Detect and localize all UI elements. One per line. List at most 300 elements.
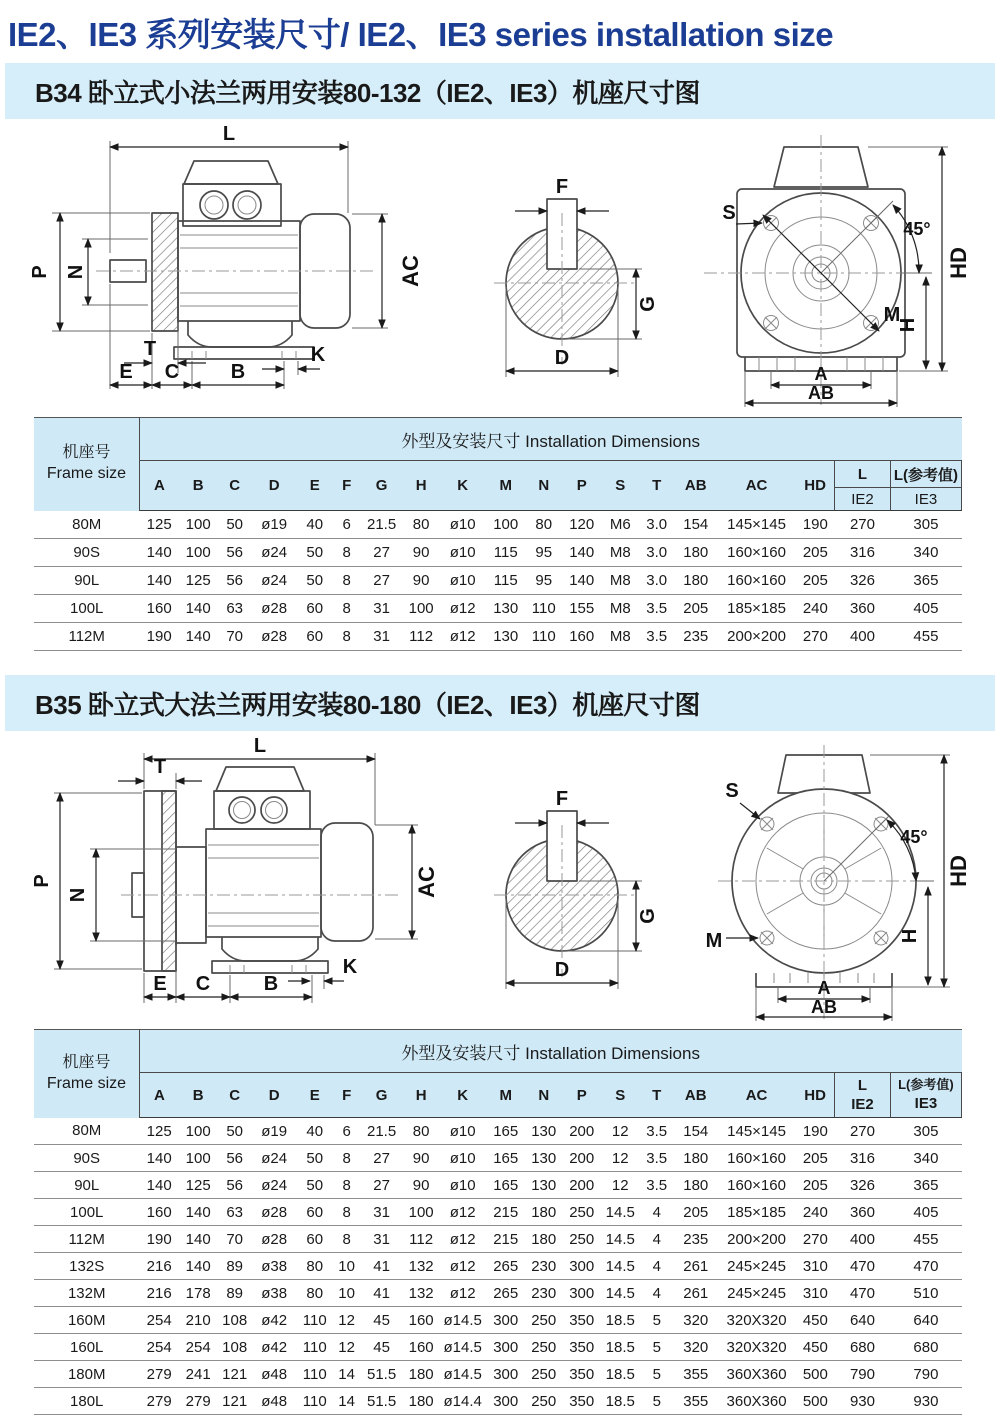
- table-row: [34, 567, 962, 595]
- dimension-value-cell: 300: [486, 1361, 526, 1388]
- dimension-value-cell: 130: [486, 595, 526, 623]
- dimension-value-cell: 154: [674, 511, 717, 539]
- dimension-value-cell: ø10: [439, 1172, 486, 1199]
- dimension-value-cell: 80: [403, 1118, 439, 1145]
- dimension-value-cell: 5: [639, 1361, 674, 1388]
- table-row: [34, 511, 962, 539]
- dimension-value-cell: 355: [674, 1361, 717, 1388]
- dimension-value-cell: 100: [179, 511, 218, 539]
- dimension-value-cell: 365: [890, 567, 961, 595]
- dimension-value-cell: 18.5: [602, 1388, 640, 1415]
- column-header-ie2: IE2: [835, 488, 891, 511]
- dimension-value-cell: 51.5: [360, 1361, 403, 1388]
- dim-label-f: F: [555, 176, 569, 198]
- dimension-value-cell: 216: [139, 1253, 179, 1280]
- dimension-value-cell: 50: [296, 1172, 332, 1199]
- dimension-lines: [60, 147, 382, 385]
- dimension-value-cell: 8: [333, 567, 360, 595]
- dimension-value-cell: 27: [360, 567, 403, 595]
- column-header-ab: AB: [674, 461, 717, 511]
- dimension-value-cell: 500: [796, 1388, 835, 1415]
- dimension-value-cell: 300: [486, 1388, 526, 1415]
- dimension-value-cell: 160×160: [717, 1145, 796, 1172]
- dimension-value-cell: 125: [139, 511, 179, 539]
- dimension-value-cell: ø14.5: [439, 1334, 486, 1361]
- dimension-value-cell: 680: [890, 1334, 961, 1361]
- dimension-value-cell: 140: [562, 539, 602, 567]
- dimension-value-cell: ø28: [252, 623, 297, 651]
- dim-label-p: P: [29, 265, 51, 279]
- dim-label-s: S: [722, 202, 736, 224]
- dimension-value-cell: 50: [296, 539, 332, 567]
- dimension-value-cell: 60: [296, 595, 332, 623]
- column-header-n: N: [526, 461, 562, 511]
- table-row: [34, 1199, 962, 1226]
- dimension-value-cell: 205: [674, 595, 717, 623]
- dim-label-g: G: [637, 296, 659, 312]
- column-header-ab: AB: [674, 1073, 717, 1118]
- dimension-value-cell: 250: [526, 1388, 562, 1415]
- dimension-value-cell: 270: [796, 623, 835, 651]
- dimension-value-cell: 455: [890, 623, 961, 651]
- column-header-c: C: [217, 1073, 251, 1118]
- column-header-e: E: [296, 1073, 332, 1118]
- dimension-value-cell: 305: [890, 511, 961, 539]
- motor-detail-lines: [208, 802, 319, 974]
- table-row: [34, 623, 962, 651]
- dimension-value-cell: 180: [403, 1388, 439, 1415]
- dimension-value-cell: 270: [835, 1118, 891, 1145]
- column-header-t: T: [639, 1073, 674, 1118]
- dimension-value-cell: 110: [296, 1307, 332, 1334]
- dimension-value-cell: 8: [333, 1199, 360, 1226]
- column-header-hd: HD: [796, 1073, 835, 1118]
- frame-size-cell: 100L: [34, 1199, 139, 1226]
- dimension-value-cell: 140: [179, 1226, 218, 1253]
- dimension-value-cell: 320: [674, 1334, 717, 1361]
- column-header-b: B: [179, 461, 218, 511]
- dimension-value-cell: 56: [217, 539, 251, 567]
- dimension-value-cell: M6: [602, 511, 640, 539]
- dimension-value-cell: ø38: [252, 1280, 297, 1307]
- dimension-value-cell: ø42: [252, 1334, 297, 1361]
- dimension-value-cell: 265: [486, 1280, 526, 1307]
- frame-size-header: [34, 1030, 139, 1118]
- dimension-value-cell: 250: [562, 1199, 602, 1226]
- column-header-l-ref: L(参考值): [890, 461, 961, 488]
- frame-size-header: [34, 418, 139, 511]
- dimension-value-cell: 160: [562, 623, 602, 651]
- dimension-value-cell: 95: [526, 539, 562, 567]
- frame-size-cell: 112M: [34, 1226, 139, 1253]
- dim-label-e: E: [119, 361, 133, 383]
- dimension-value-cell: 250: [526, 1361, 562, 1388]
- dim-label-t: T: [153, 756, 167, 778]
- dimension-value-cell: 154: [674, 1118, 717, 1145]
- dim-label-ac: AC: [414, 866, 439, 898]
- table-row: [34, 1145, 962, 1172]
- dimension-value-cell: 12: [602, 1118, 640, 1145]
- column-header-l-ie3: L(参考值) IE3: [890, 1073, 961, 1118]
- dimension-value-cell: 405: [890, 1199, 961, 1226]
- dimension-value-cell: 21.5: [360, 511, 403, 539]
- dimension-value-cell: ø24: [252, 1172, 297, 1199]
- dimension-value-cell: 254: [179, 1334, 218, 1361]
- dimension-value-cell: 125: [179, 1172, 218, 1199]
- dimension-value-cell: 200: [562, 1145, 602, 1172]
- dimension-value-cell: 10: [333, 1280, 360, 1307]
- dimension-value-cell: 310: [796, 1280, 835, 1307]
- dimension-value-cell: 31: [360, 1226, 403, 1253]
- dimension-value-cell: 279: [139, 1361, 179, 1388]
- dimension-value-cell: 190: [796, 1118, 835, 1145]
- column-header-p: P: [562, 1073, 602, 1118]
- dimension-value-cell: 261: [674, 1280, 717, 1307]
- section-b35-bar: [5, 675, 995, 731]
- dimension-value-cell: 165: [486, 1145, 526, 1172]
- b34-shaft-section-drawing: [470, 121, 670, 413]
- column-header-m: M: [486, 461, 526, 511]
- dimension-value-cell: 250: [562, 1226, 602, 1253]
- dimension-value-cell: 360X360: [717, 1361, 796, 1388]
- dimension-value-cell: ø10: [439, 1145, 486, 1172]
- dimension-value-cell: 230: [526, 1280, 562, 1307]
- column-header-ie3: IE3: [890, 488, 961, 511]
- dimension-value-cell: 190: [139, 1226, 179, 1253]
- motor-outline: [132, 767, 373, 973]
- dimension-value-cell: ø48: [252, 1388, 297, 1415]
- dim-label-a: A: [814, 364, 828, 384]
- dimension-value-cell: 110: [296, 1388, 332, 1415]
- dimension-value-cell: ø24: [252, 567, 297, 595]
- dimension-value-cell: 3.5: [639, 1118, 674, 1145]
- dimension-value-cell: 70: [217, 1226, 251, 1253]
- dimension-value-cell: 50: [217, 1118, 251, 1145]
- dimension-value-cell: 4: [639, 1280, 674, 1307]
- dimension-value-cell: 8: [333, 1172, 360, 1199]
- dimension-value-cell: 121: [217, 1388, 251, 1415]
- dimension-value-cell: 310: [796, 1253, 835, 1280]
- dimension-value-cell: 205: [674, 1199, 717, 1226]
- frame-size-cell: 132M: [34, 1280, 139, 1307]
- dimension-value-cell: 100: [179, 1145, 218, 1172]
- dimension-value-cell: 51.5: [360, 1388, 403, 1415]
- dimension-value-cell: 320X320: [717, 1307, 796, 1334]
- dimension-value-cell: 145×145: [717, 1118, 796, 1145]
- column-header-d: D: [252, 1073, 297, 1118]
- dimension-value-cell: 470: [835, 1280, 891, 1307]
- dimension-value-cell: 89: [217, 1280, 251, 1307]
- dimension-value-cell: 180: [674, 1145, 717, 1172]
- dimension-value-cell: 250: [526, 1307, 562, 1334]
- installation-dimensions-header: 外型及安装尺寸 Installation Dimensions: [139, 418, 961, 461]
- dimension-value-cell: 100: [403, 595, 439, 623]
- dimension-value-cell: 185×185: [717, 1199, 796, 1226]
- dim-label-p: P: [31, 874, 53, 888]
- dimension-value-cell: 110: [296, 1334, 332, 1361]
- dimension-value-cell: ø12: [439, 1280, 486, 1307]
- dimension-value-cell: 241: [179, 1361, 218, 1388]
- dimension-value-cell: 305: [890, 1118, 961, 1145]
- dimension-value-cell: ø10: [439, 1118, 486, 1145]
- dimension-value-cell: 45: [360, 1307, 403, 1334]
- dimension-value-cell: 8: [333, 1145, 360, 1172]
- table-body: [34, 511, 962, 651]
- dim-label-m: M: [705, 930, 723, 952]
- dimension-value-cell: 50: [217, 511, 251, 539]
- b34-front-view-drawing: [674, 121, 974, 413]
- table-row: [34, 1334, 962, 1361]
- dimension-value-cell: 12: [333, 1307, 360, 1334]
- dimension-value-cell: 340: [890, 1145, 961, 1172]
- table-body: [34, 1118, 962, 1415]
- dimension-value-cell: ø14.5: [439, 1361, 486, 1388]
- section-b35-title: B35 卧立式大法兰两用安装80-180（IE2、IE3）机座尺寸图: [35, 689, 700, 720]
- dimension-value-cell: 470: [835, 1253, 891, 1280]
- column-header-a: A: [139, 461, 179, 511]
- dimension-value-cell: 132: [403, 1280, 439, 1307]
- dimension-value-cell: 160: [139, 1199, 179, 1226]
- column-header-hd: HD: [796, 461, 835, 511]
- dimension-value-cell: M8: [602, 567, 640, 595]
- dim-label-t: T: [143, 338, 157, 360]
- dimension-value-cell: 3.0: [639, 567, 674, 595]
- frame-size-cell: 80M: [34, 1118, 139, 1145]
- dim-label-hd: HD: [946, 855, 971, 887]
- dimension-value-cell: 300: [486, 1334, 526, 1361]
- dimension-value-cell: 110: [296, 1361, 332, 1388]
- dimension-value-cell: 56: [217, 1145, 251, 1172]
- dim-label-a: A: [817, 978, 831, 998]
- frame-size-cell: 90S: [34, 539, 139, 567]
- dimension-value-cell: 45: [360, 1334, 403, 1361]
- dimension-value-cell: 41: [360, 1253, 403, 1280]
- dim-label-l: L: [253, 735, 267, 757]
- table-row: [34, 1361, 962, 1388]
- dimension-value-cell: 200: [562, 1118, 602, 1145]
- dimension-value-cell: 70: [217, 623, 251, 651]
- dimension-value-cell: 100: [179, 539, 218, 567]
- dimension-value-cell: 230: [526, 1253, 562, 1280]
- dimension-value-cell: 4: [639, 1226, 674, 1253]
- dimension-value-cell: 50: [296, 1145, 332, 1172]
- dimension-value-cell: 190: [139, 623, 179, 651]
- dim-label-ab: AB: [808, 383, 834, 403]
- column-header-t: T: [639, 461, 674, 511]
- frame-size-cell: 160M: [34, 1307, 139, 1334]
- dimension-value-cell: 18.5: [602, 1334, 640, 1361]
- frame-header-zh: 机座号: [62, 444, 111, 462]
- dim-label-n: N: [67, 887, 89, 903]
- dimension-value-cell: 205: [796, 1145, 835, 1172]
- dimension-value-cell: 200×200: [717, 1226, 796, 1253]
- dim-label-hd: HD: [946, 247, 971, 279]
- dimension-value-cell: 120: [562, 511, 602, 539]
- dimension-value-cell: M8: [602, 595, 640, 623]
- dimension-value-cell: 279: [139, 1388, 179, 1415]
- dimension-value-cell: 205: [796, 1172, 835, 1199]
- frame-size-cell: 180M: [34, 1361, 139, 1388]
- dim-label-45deg: 45°: [900, 827, 928, 847]
- dimension-value-cell: 4: [639, 1253, 674, 1280]
- column-header-m: M: [486, 1073, 526, 1118]
- dimension-value-cell: 160: [139, 595, 179, 623]
- dimension-value-cell: 112: [403, 1226, 439, 1253]
- dimension-value-cell: 365: [890, 1172, 961, 1199]
- dimension-value-cell: ø10: [439, 539, 486, 567]
- dimension-value-cell: 3.5: [639, 1172, 674, 1199]
- dimension-value-cell: 40: [296, 1118, 332, 1145]
- dimension-value-cell: 360: [835, 595, 891, 623]
- dimension-value-cell: ø19: [252, 1118, 297, 1145]
- frame-size-cell: 180L: [34, 1388, 139, 1415]
- column-header-c: C: [217, 461, 251, 511]
- dim-label-d: D: [554, 347, 570, 369]
- dimension-value-cell: 790: [890, 1361, 961, 1388]
- dimension-value-cell: ø14.5: [439, 1307, 486, 1334]
- dim-label-d: D: [554, 959, 570, 981]
- dimension-value-cell: 640: [890, 1307, 961, 1334]
- frame-size-cell: 90L: [34, 567, 139, 595]
- dimension-value-cell: 80: [403, 511, 439, 539]
- dimension-value-cell: 400: [835, 1226, 891, 1253]
- dimension-value-cell: 14.5: [602, 1226, 640, 1253]
- dimension-value-cell: 6: [333, 1118, 360, 1145]
- dimension-value-cell: 63: [217, 595, 251, 623]
- dimension-value-cell: ø12: [439, 1199, 486, 1226]
- dimension-value-cell: 320X320: [717, 1334, 796, 1361]
- dimension-value-cell: 125: [139, 1118, 179, 1145]
- dimension-value-cell: 80: [296, 1280, 332, 1307]
- dimension-value-cell: 115: [486, 539, 526, 567]
- dimension-value-cell: 350: [562, 1307, 602, 1334]
- column-header-k: K: [439, 461, 486, 511]
- dimension-value-cell: 3.5: [639, 595, 674, 623]
- column-header-p: P: [562, 461, 602, 511]
- frame-size-cell: 90S: [34, 1145, 139, 1172]
- dimension-value-cell: 455: [890, 1226, 961, 1253]
- table-header: [34, 418, 962, 511]
- dimension-value-cell: 60: [296, 1199, 332, 1226]
- dimension-value-cell: ø10: [439, 567, 486, 595]
- b34-side-view-drawing: [26, 121, 466, 413]
- column-header-f: F: [333, 1073, 360, 1118]
- dimension-value-cell: ø10: [439, 511, 486, 539]
- dimension-value-cell: 140: [562, 567, 602, 595]
- dimension-value-cell: 160×160: [717, 1172, 796, 1199]
- dimension-value-cell: 261: [674, 1253, 717, 1280]
- frame-header-en: Frame size: [46, 1074, 127, 1092]
- column-header-n: N: [526, 1073, 562, 1118]
- keyway: [547, 199, 577, 269]
- dimension-value-cell: 14.5: [602, 1253, 640, 1280]
- frame-header-en: Frame size: [46, 465, 127, 483]
- column-header-ac: AC: [717, 1073, 796, 1118]
- dimension-value-cell: 100: [486, 511, 526, 539]
- dimension-value-cell: M8: [602, 539, 640, 567]
- dimension-value-cell: ø14.4: [439, 1388, 486, 1415]
- dim-label-b: B: [230, 361, 246, 383]
- dimension-value-cell: 450: [796, 1307, 835, 1334]
- dimension-value-cell: 140: [139, 567, 179, 595]
- dimension-value-cell: ø12: [439, 1226, 486, 1253]
- dimension-value-cell: ø28: [252, 1199, 297, 1226]
- dimension-value-cell: 108: [217, 1307, 251, 1334]
- dimension-value-cell: 180: [526, 1199, 562, 1226]
- dimension-value-cell: 3.0: [639, 511, 674, 539]
- dimension-value-cell: 3.5: [639, 623, 674, 651]
- b35-dimensions-table: [34, 1029, 962, 1415]
- table-row: [34, 1280, 962, 1307]
- dimension-value-cell: 180: [674, 567, 717, 595]
- dimension-value-cell: 18.5: [602, 1361, 640, 1388]
- table-row: [34, 1307, 962, 1334]
- motor-outline: [110, 161, 350, 359]
- dimension-value-cell: 27: [360, 1172, 403, 1199]
- dimension-value-cell: 930: [835, 1388, 891, 1415]
- dim-label-45deg: 45°: [903, 219, 931, 239]
- dimension-value-cell: 60: [296, 1226, 332, 1253]
- extension-lines: [52, 141, 388, 389]
- dimension-value-cell: 130: [486, 623, 526, 651]
- dimension-value-cell: 41: [360, 1280, 403, 1307]
- dim-label-f: F: [555, 788, 569, 810]
- dimension-value-cell: 300: [562, 1280, 602, 1307]
- dimension-value-cell: 31: [360, 595, 403, 623]
- dimension-value-cell: 140: [179, 623, 218, 651]
- column-header-s: S: [602, 1073, 640, 1118]
- dimension-value-cell: 350: [562, 1361, 602, 1388]
- dimension-value-cell: 14.5: [602, 1280, 640, 1307]
- dimension-value-cell: 165: [486, 1172, 526, 1199]
- dimension-value-cell: 3.0: [639, 539, 674, 567]
- dimension-value-cell: 100: [179, 1118, 218, 1145]
- dimension-value-cell: 215: [486, 1199, 526, 1226]
- dimension-value-cell: 326: [835, 567, 891, 595]
- dim-label-c: C: [195, 973, 211, 995]
- dimension-value-cell: 31: [360, 1199, 403, 1226]
- dimension-value-cell: 510: [890, 1280, 961, 1307]
- dimension-value-cell: 250: [526, 1334, 562, 1361]
- column-header-d: D: [252, 461, 297, 511]
- dimension-value-cell: 180: [674, 539, 717, 567]
- dimension-value-cell: 145×145: [717, 511, 796, 539]
- table-row: [34, 595, 962, 623]
- dimension-value-cell: 200×200: [717, 623, 796, 651]
- dimension-value-cell: 178: [179, 1280, 218, 1307]
- dim-label-k: K: [310, 344, 326, 366]
- dimension-value-cell: 160×160: [717, 567, 796, 595]
- dim-label-m: M: [883, 304, 901, 326]
- dimension-value-cell: 326: [835, 1172, 891, 1199]
- dimension-value-cell: 240: [796, 595, 835, 623]
- table-row: [34, 539, 962, 567]
- dimension-value-cell: 89: [217, 1253, 251, 1280]
- column-header-ac: AC: [717, 461, 796, 511]
- dimension-value-cell: M8: [602, 623, 640, 651]
- dimension-value-cell: 110: [526, 623, 562, 651]
- column-header-e: E: [296, 461, 332, 511]
- dimension-value-cell: 14.5: [602, 1199, 640, 1226]
- dimension-value-cell: 210: [179, 1307, 218, 1334]
- dimension-value-cell: 235: [674, 1226, 717, 1253]
- dimension-value-cell: 160×160: [717, 539, 796, 567]
- dimension-value-cell: 320: [674, 1307, 717, 1334]
- dimension-value-cell: 180: [403, 1361, 439, 1388]
- dimension-value-cell: 80: [296, 1253, 332, 1280]
- dimension-value-cell: 8: [333, 595, 360, 623]
- dimension-value-cell: 5: [639, 1388, 674, 1415]
